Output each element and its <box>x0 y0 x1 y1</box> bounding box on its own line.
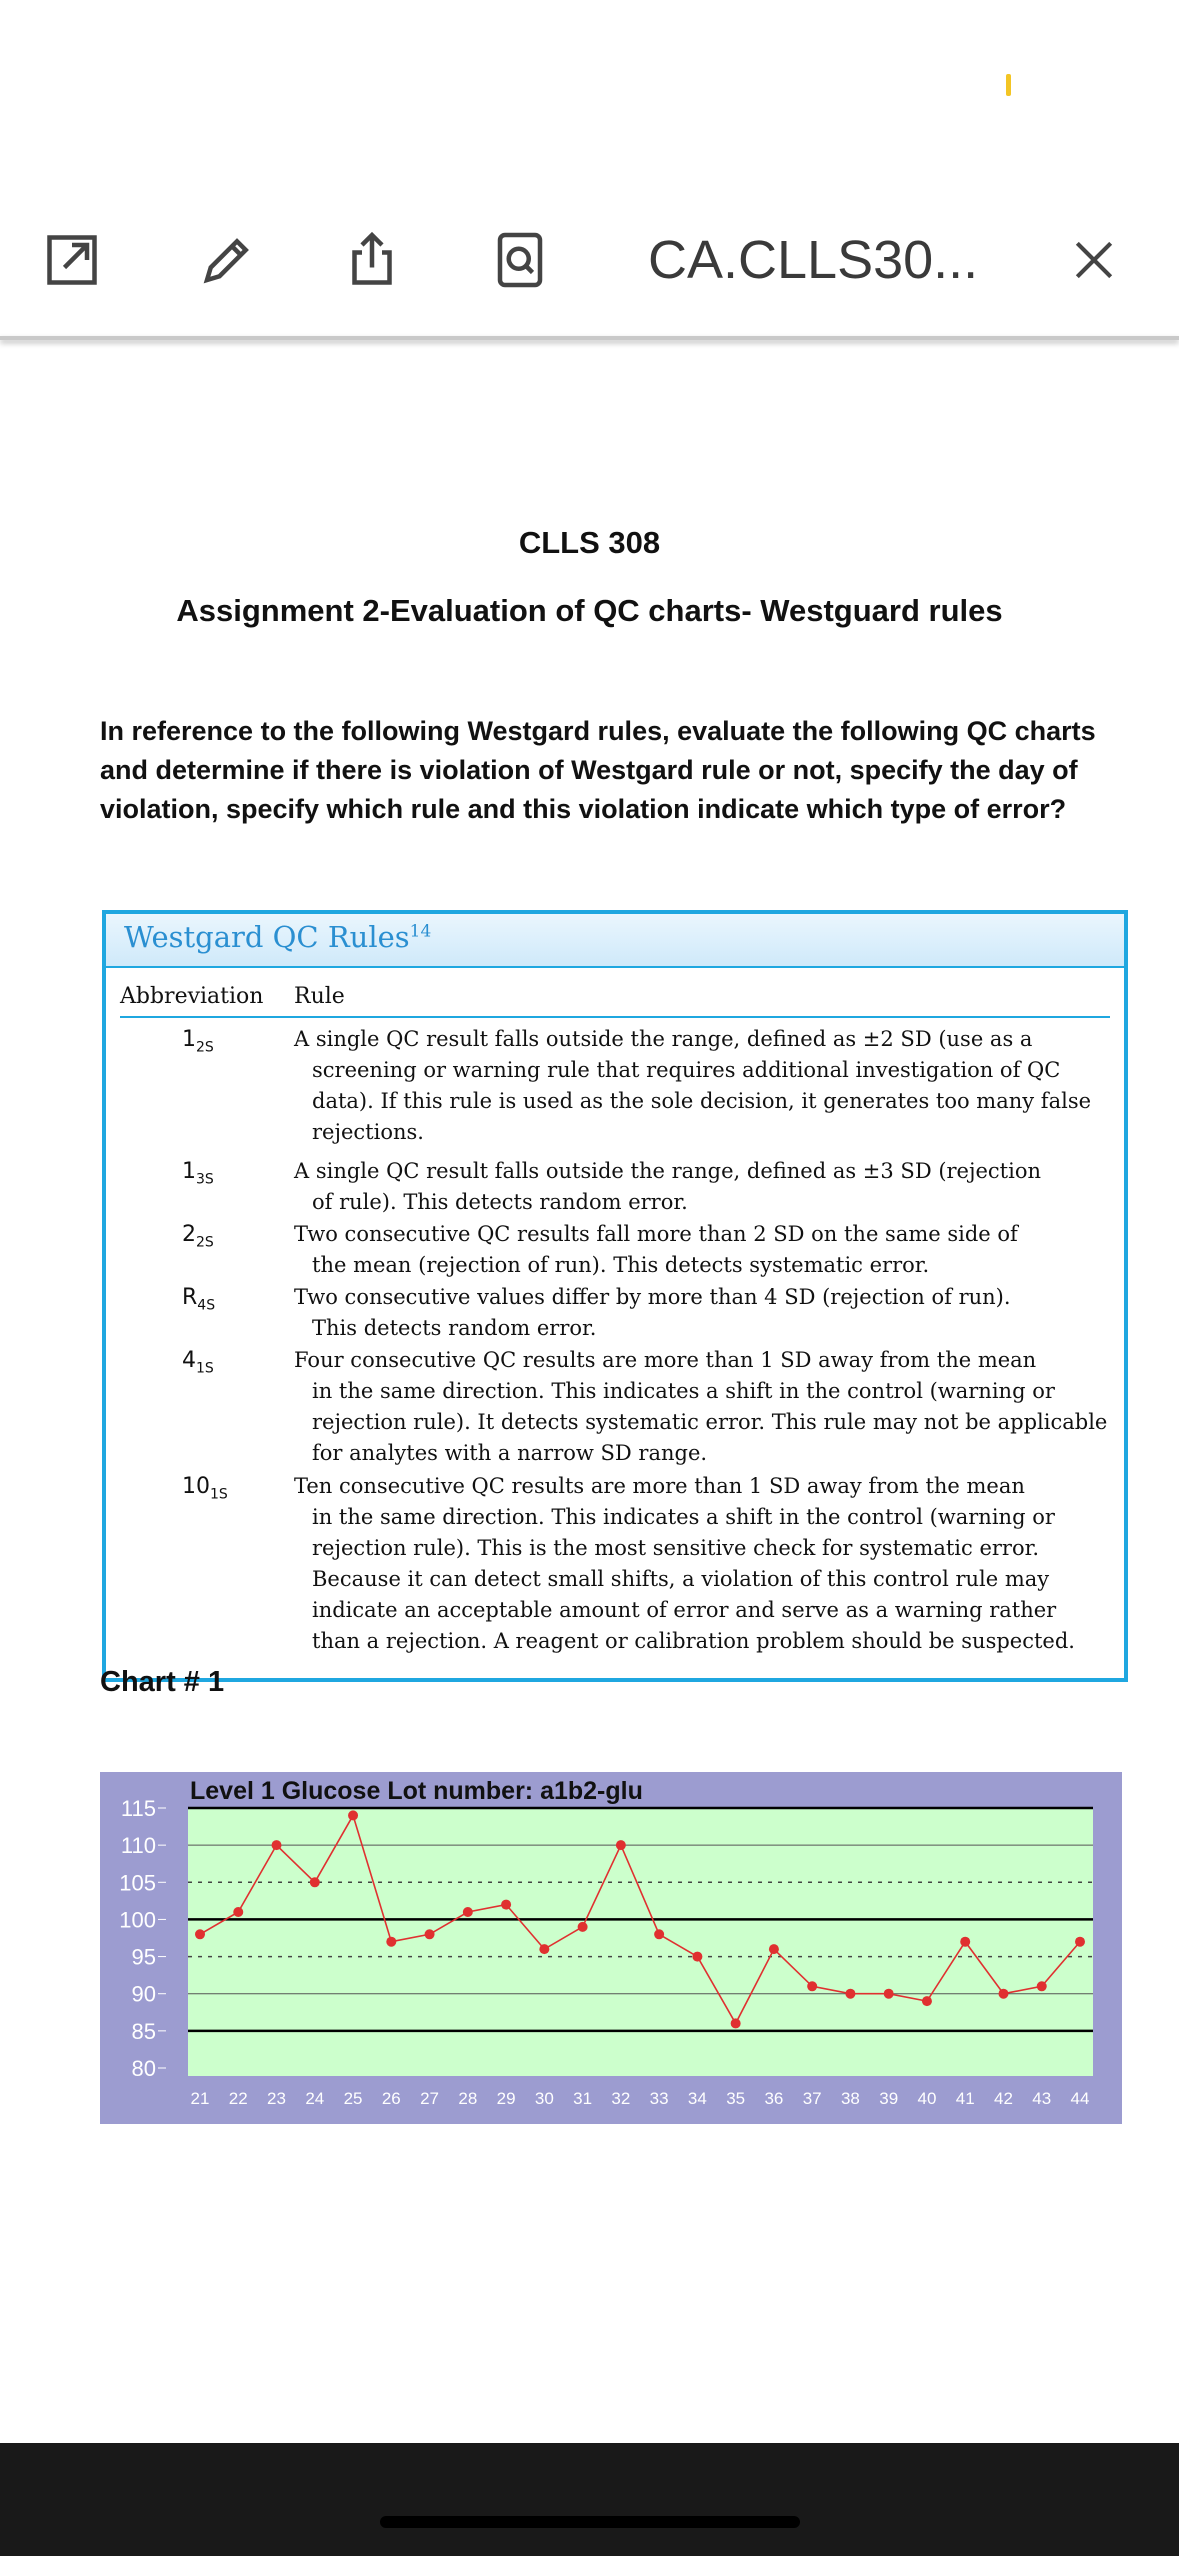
data-point <box>654 1929 664 1939</box>
chart-label: Chart # 1 <box>100 1666 225 1698</box>
column-header-abbreviation: Abbreviation <box>120 984 264 1009</box>
y-tick-label: 110 <box>120 1833 156 1859</box>
data-point <box>807 1981 817 1991</box>
y-tick-label: 95 <box>131 1944 156 1970</box>
share-icon[interactable] <box>340 228 404 292</box>
x-tick-label: 25 <box>343 2089 363 2108</box>
course-title: CLLS 308 <box>518 525 661 560</box>
x-tick-label: 36 <box>764 2089 784 2108</box>
open-external-icon[interactable] <box>40 228 104 292</box>
x-tick-label: 34 <box>687 2089 707 2108</box>
data-point <box>272 1840 282 1850</box>
data-point <box>692 1952 702 1962</box>
x-tick-label: 38 <box>840 2089 860 2108</box>
x-tick-label: 23 <box>267 2089 286 2108</box>
rules-table-ref: 14 <box>409 921 432 942</box>
qc-chart <box>100 1772 1122 2124</box>
bottom-bar <box>0 2443 1179 2556</box>
instructions-paragraph: In reference to the following Westgard rules, evaluate the following QC charts and determine if there is violation of Westgard rule or not, specify the day of violation, specify which rule and this violation indicate which type of error? <box>100 716 1096 824</box>
x-tick-label: 41 <box>955 2089 975 2108</box>
rule-description: Two consecutive QC results fall more than 2 SD on the same side of the mean (rejection of run). This detects systematic error. <box>294 1222 1018 1277</box>
home-indicator[interactable] <box>380 2516 800 2528</box>
x-tick-label: 42 <box>994 2089 1013 2108</box>
plot-area <box>188 1808 1093 2076</box>
data-point <box>578 1922 588 1932</box>
y-tick-label: 115 <box>120 1796 156 1821</box>
rule-description: Ten consecutive QC results are more than 1 SD away from the mean in the same direction. This indicates a shift in the control (warning or rejection rule). This is the most sensitive check for systematic error. Because it can detect small shifts, a violation of this control rule may indicate an acceptable amount of error and serve as a warning rather than a rejection. A reagent or calibration problem should be suspected. <box>294 1474 1075 1653</box>
data-point <box>1037 1981 1047 1991</box>
data-point <box>845 1989 855 1999</box>
rules-table-header <box>106 914 1124 968</box>
x-tick-label: 43 <box>1032 2089 1052 2108</box>
x-tick-label: 29 <box>496 2089 516 2108</box>
x-tick-label: 28 <box>458 2089 478 2108</box>
westgard-rules-table <box>102 910 1128 1682</box>
data-point <box>884 1989 894 1999</box>
assignment-title: Assignment 2-Evaluation of QC charts- Westguard rules <box>176 593 1003 628</box>
data-point <box>769 1944 779 1954</box>
y-tick-label: 85 <box>131 2018 156 2044</box>
data-point <box>425 1929 435 1939</box>
data-point <box>310 1877 320 1887</box>
document-title: CA.CLLS30... <box>648 230 979 290</box>
document-toolbar <box>0 200 1179 340</box>
x-tick-label: 24 <box>305 2089 325 2108</box>
x-tick-label: 30 <box>534 2089 554 2108</box>
data-point <box>922 1996 932 2006</box>
x-tick-label: 40 <box>917 2089 937 2108</box>
qc-chart-svg <box>100 1772 1122 2124</box>
rules-table-title: Westgard QC Rules$^{14}$ <box>124 920 432 954</box>
x-tick-label: 26 <box>381 2089 401 2108</box>
data-point <box>1075 1937 1085 1947</box>
close-icon <box>1069 235 1119 285</box>
rule-abbreviation: $R_{4S}$ <box>182 1285 216 1314</box>
toolbar-divider <box>0 336 1179 340</box>
data-point <box>731 2018 741 2028</box>
x-tick-label: 31 <box>573 2089 593 2108</box>
x-tick-label: 35 <box>726 2089 746 2108</box>
data-point <box>348 1810 358 1820</box>
rule-abbreviation: $2_{2S}$ <box>182 1222 214 1251</box>
column-header-rule: Rule <box>294 984 345 1009</box>
x-tick-label: 44 <box>1070 2089 1090 2108</box>
x-tick-label: 22 <box>228 2089 248 2108</box>
x-tick-label: 37 <box>802 2089 822 2108</box>
y-tick-label: 80 <box>131 2056 156 2081</box>
data-point <box>539 1944 549 1954</box>
x-tick-label: 21 <box>190 2089 210 2108</box>
data-point <box>195 1929 205 1939</box>
search-document-icon[interactable] <box>488 228 552 292</box>
rule-description: A single QC result falls outside the range, defined as ±2 SD (use as a screening or warning rule that requires additional investigation of QC data). If this rule is used as the sole decision, it generates too many false rejections. <box>294 1027 1092 1144</box>
pencil-icon[interactable] <box>195 228 259 292</box>
data-point <box>998 1989 1008 1999</box>
x-tick-label: 39 <box>879 2089 899 2108</box>
rule-abbreviation: $10_{1S}$ <box>182 1474 228 1503</box>
y-tick-label: 100 <box>119 1907 156 1933</box>
rule-description: Two consecutive values differ by more than 4 SD (rejection of run). This detects random error. <box>294 1285 1011 1340</box>
close-button[interactable] <box>1062 228 1126 292</box>
x-tick-label: 27 <box>420 2089 440 2108</box>
rule-abbreviation: $4_{1S}$ <box>182 1348 214 1377</box>
y-tick-label: 90 <box>131 1981 156 2007</box>
x-tick-label: 33 <box>649 2089 669 2108</box>
data-point <box>233 1907 243 1917</box>
data-point <box>386 1937 396 1947</box>
y-tick-label: 105 <box>119 1870 156 1896</box>
status-indicator <box>1006 74 1011 96</box>
rule-description: Four consecutive QC results are more than 1 SD away from the mean in the same direction. This indicates a shift in the control (warning or rejection rule). It detects systematic error. This rule may not be applicable for analytes with a narrow SD range. <box>294 1348 1108 1465</box>
rule-abbreviation: $1_{2S}$ <box>182 1027 214 1056</box>
rule-description: A single QC result falls outside the range, defined as ±3 SD (rejection of rule). This detects random error. <box>294 1159 1042 1214</box>
header-divider <box>120 1016 1110 1018</box>
data-point <box>463 1907 473 1917</box>
chart-title: Level 1 Glucose Lot number: a1b2-glu <box>190 1777 643 1805</box>
data-point <box>501 1900 511 1910</box>
data-point <box>960 1937 970 1947</box>
x-tick-label: 32 <box>611 2089 631 2108</box>
rule-abbreviation: $1_{3S}$ <box>182 1159 214 1188</box>
data-point <box>616 1840 626 1850</box>
